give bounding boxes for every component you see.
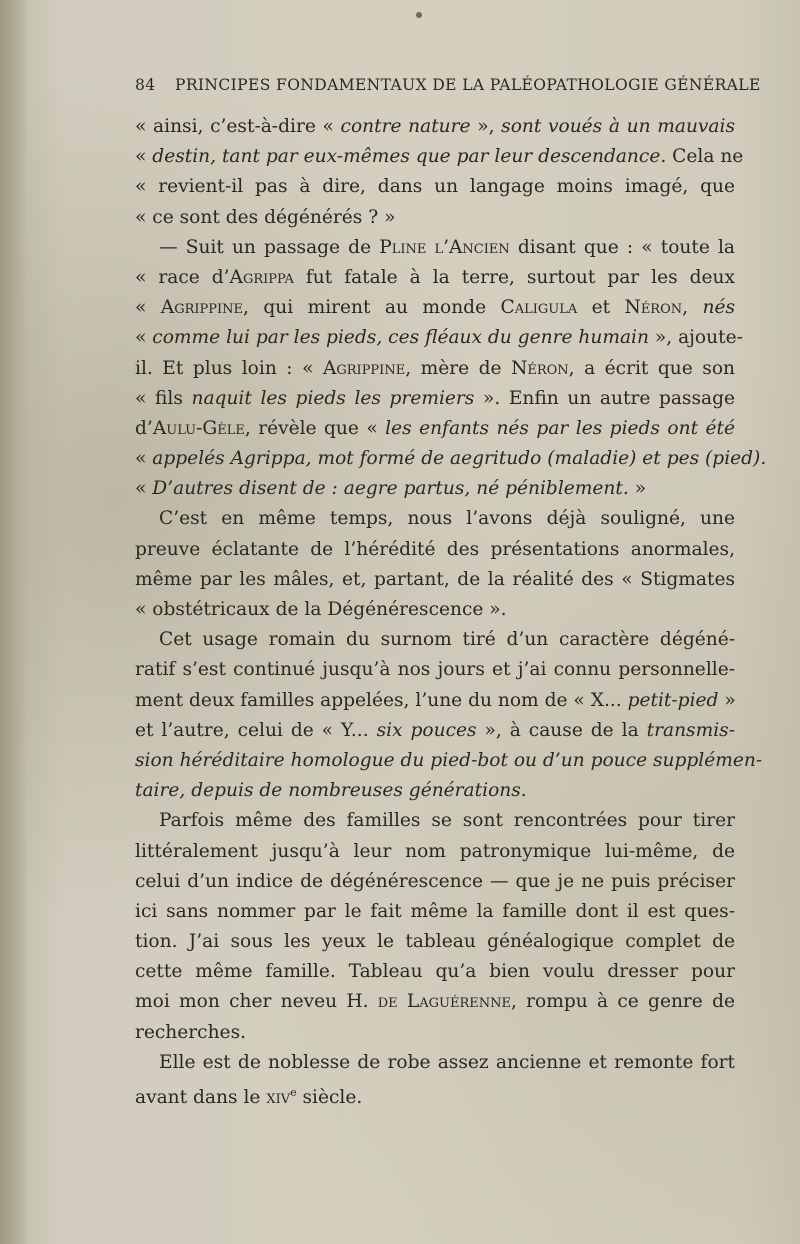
text-segment: disant que : « toute la [509,236,735,258]
text-segment: », [470,116,502,137]
text-segment: « [135,448,153,470]
small-caps-name: xiv [266,1087,291,1109]
italic-text: sont voués à un mauvais [501,116,735,137]
text-line [135,474,735,504]
text-segment: « fils [135,387,192,409]
italic-text: taire, depuis de nombreuses générations. [135,780,527,802]
text-segment: celui d’un indice de dégénérescence — que je ne puis préciser [135,870,735,892]
italic-text: sion héréditaire homologue du pied-bot ou d’un pouce supplémen- [135,749,763,771]
text-segment: tion. J’ai sous les yeux le tableau généalogique complet de [135,931,735,953]
small-caps-name: Néron [511,357,569,379]
text-line [135,595,735,625]
text-segment: ici sans nommer par le fait même la famille dont il est ques- [135,900,735,922]
italic-text: les enfants nés par les pieds ont été [385,417,735,439]
small-caps-name: de Laguérenne [377,991,511,1013]
text-segment: il. Et plus loin : « [135,357,323,379]
small-caps-name: Agrippine [322,357,406,379]
text-segment: , rompu à ce genre de [511,991,735,1013]
text-line [135,172,735,202]
text-segment: » [718,689,736,711]
text-line [135,776,735,806]
text-segment: », à cause de la [476,719,647,741]
text-segment: Cet usage romain du surnom tiré d’un caractère dégéné- [159,629,735,651]
italic-text: contre nature [340,116,471,137]
text-line [135,444,767,474]
text-segment: même par les mâles, et, partant, de la réalité des « Stigmates [135,568,735,590]
text-segment: « [135,478,153,500]
text-line [135,565,735,595]
text-line [135,1018,735,1048]
small-caps-name: Agrippa [229,266,294,288]
text-line [135,746,763,776]
small-caps-name: Caligula [500,297,578,319]
text-line [135,384,735,414]
text-line [135,323,743,353]
text-segment: siècle. [296,1087,363,1109]
text-segment: ment deux familles appelées, l’une du nom de « X... [135,689,628,711]
text-segment: Cela ne [666,146,744,168]
text-line [135,625,735,655]
text-segment: e [290,1086,297,1099]
text-segment: ratif s’est continué jusqu’à nos jours et j’ai connu personnelle- [135,659,735,681]
text-segment: « [135,327,153,349]
italic-text: appelés Agrippa, mot formé de aegritudo (maladie) et pes (pied). [152,448,767,470]
italic-text: comme lui par les pieds, ces fléaux du genre humain [152,327,649,349]
text-line [135,686,735,716]
text-line [135,987,735,1017]
text-segment: , a écrit que son [568,357,735,379]
text-line [135,806,735,836]
text-line [135,655,735,685]
text-segment: preuve éclatante de l’hérédité des présentations anormales, [135,538,735,560]
text-line [135,535,735,565]
text-segment: et l’autre, celui de « Y... [135,719,377,741]
text-segment: ». Enfin un autre passage [474,387,736,409]
italic-text: D’autres disent de : aegre partus, né péniblement. [152,478,629,500]
text-line [135,203,735,233]
text-line [135,897,735,927]
italic-text: transmis- [646,719,736,741]
text-segment: , qui mirent au monde [243,297,501,319]
text-segment: « [135,146,153,168]
text-segment: — Suit un passage de [159,236,380,258]
text-segment: avant dans le [135,1087,267,1109]
page-number: 84 [135,76,156,94]
body-text [135,112,767,1109]
text-line [135,1048,735,1078]
text-segment: » [628,478,647,500]
italic-text: destin, tant par eux-mêmes que par leur descendance. [152,146,667,168]
text-segment: d’ [135,417,153,439]
italic-text: six pouces [376,719,477,741]
text-segment: C’est en même temps, nous l’avons déjà souligné, une [159,508,735,530]
text-segment: « obstétricaux de la Dégénérescence ». [135,599,507,620]
italic-text: petit-pied [627,689,719,711]
italic-text: naquit les pieds les premiers [191,387,475,409]
text-segment: , [682,297,703,319]
text-segment: , révèle que « [244,417,386,439]
text-segment: littéralement jusqu’à leur nom patronymique lui-même, de [135,840,735,862]
text-segment: Parfois même des familles se sont rencontrées pour tirer [159,810,735,832]
text-line [135,142,744,172]
text-line [135,233,735,263]
small-caps-name: Pline l’Ancien [379,236,510,258]
text-line [135,293,735,323]
text-segment: « race d’ [135,266,230,288]
text-line [135,716,735,746]
text-line [135,263,735,293]
text-line [135,504,735,534]
text-segment: moi mon cher neveu H. [135,991,378,1013]
running-header [135,76,761,98]
text-segment: recherches. [135,1021,247,1043]
text-line [135,957,735,987]
text-line [135,837,735,867]
text-line [135,927,735,957]
text-line [135,1078,735,1108]
italic-text: nés [702,297,735,319]
text-line [135,414,735,444]
text-segment: , mère de [405,357,512,379]
text-line [135,867,735,897]
text-segment: « [135,297,161,319]
text-segment: et [577,297,625,319]
running-title: PRINCIPES FONDAMENTAUX DE LA PALÉOPATHOLOGIE GÉNÉRALE [175,76,761,94]
small-caps-name: Aulu-Gèle [152,417,245,439]
small-caps-name: Néron [624,297,683,319]
page-spine-shadow [0,0,28,1244]
text-segment: cette même famille. Tableau qu’a bien voulu dresser pour [135,961,735,983]
text-line [135,354,735,384]
text-segment: Elle est de noblesse de robe assez ancienne et remonte fort [159,1051,735,1073]
small-caps-name: Agrippine [160,297,244,319]
text-segment: fut fatale à la terre, surtout par les deux [293,266,735,288]
text-segment: « ce sont des dégénérés ? » [135,206,396,228]
text-line [135,112,735,142]
text-segment: », ajoute- [648,327,743,349]
text-segment: « ainsi, c’est-à-dire « [135,116,341,137]
ink-speck [416,12,422,18]
text-segment: « revient-il pas à dire, dans un langage moins imagé, que [135,176,735,198]
